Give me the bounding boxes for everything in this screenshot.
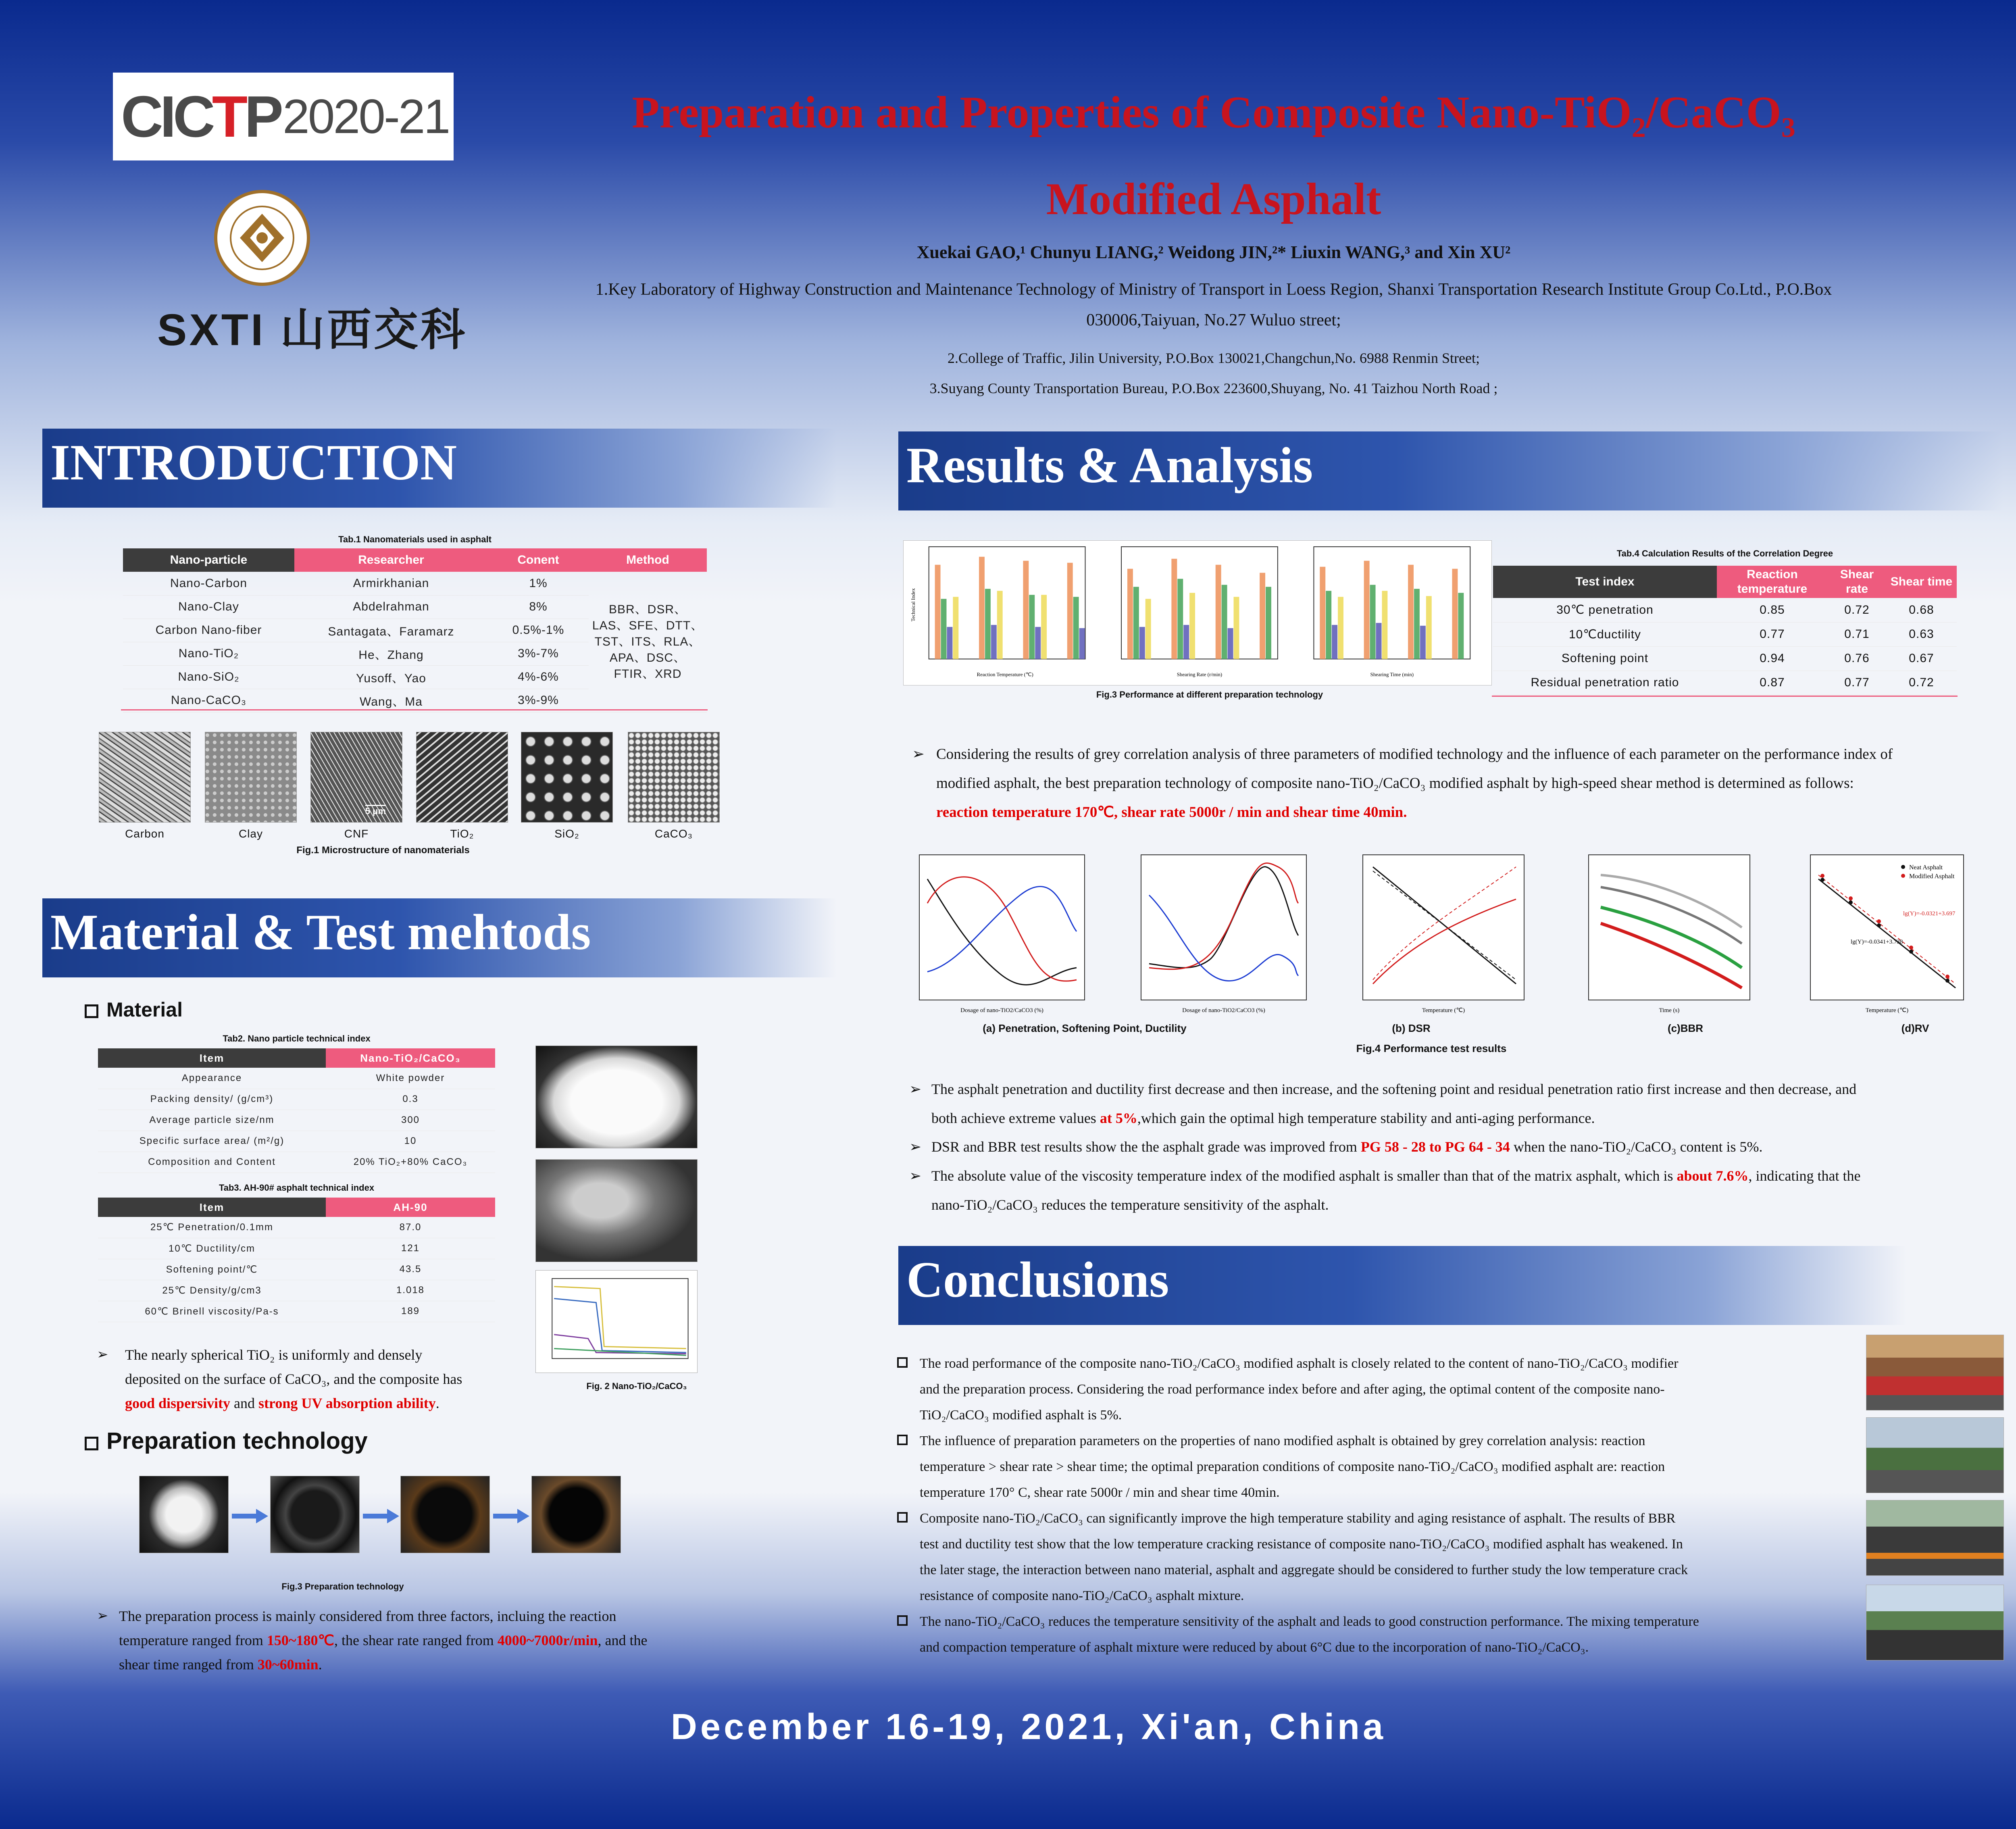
table-row: 10℃ Ductility/cm 121 xyxy=(98,1238,495,1259)
svg-text:Time (s): Time (s) xyxy=(1659,1007,1680,1014)
authors: Xuekai GAO,¹ Chunyu LIANG,² Weidong JIN,²* Liuxin WANG,³ and Xin XU² xyxy=(916,242,1511,262)
table-header-row: Item AH-90 xyxy=(98,1198,495,1217)
table-row: 60℃ Brinell viscosity/Pa-s 189 xyxy=(98,1301,495,1322)
arrow-bullet-icon: ➢ xyxy=(97,1347,108,1362)
fig1-label: TiO₂ xyxy=(450,827,474,840)
tab3-asphalt-index xyxy=(98,1198,495,1322)
sem-image-carbon xyxy=(99,732,191,823)
table-header: Method xyxy=(589,548,707,572)
cictp-logo-year: 2020-21 xyxy=(283,90,449,144)
table-header: Conent xyxy=(488,548,589,572)
fig4-caption: Fig.4 Performance test results xyxy=(1356,1042,1507,1054)
arrow-bullet-icon: ➢ xyxy=(909,1168,922,1184)
fig4-label-c: (c)BBR xyxy=(1667,1022,1704,1034)
checkbox-icon xyxy=(897,1615,908,1626)
sem-image-caco3 xyxy=(628,732,720,823)
sem-image-tio2 xyxy=(416,732,508,823)
arrow-right-icon xyxy=(363,1508,399,1524)
table-header-row xyxy=(123,548,707,572)
tab2-caption: Tab2. Nano particle technical index xyxy=(223,1033,371,1044)
table-row: Average particle size/nm 300 xyxy=(98,1110,495,1131)
table-header-row: Item Nano-TiO₂/CaCO₃ xyxy=(98,1048,495,1068)
svg-text:Dosage of nano-TiO2/CaCO3 (%): Dosage of nano-TiO2/CaCO3 (%) xyxy=(1182,1007,1265,1014)
fig4-performance-tests xyxy=(903,851,1972,1040)
prep-step4-photo xyxy=(531,1476,621,1553)
tab1-bottom-rule xyxy=(121,709,708,710)
results-paragraph-3: ➢ DSR and BBR test results show the the asphalt grade was improved from PG 58 - 28 to PG 64 - 34 when the nano-TiO₂/CaCO₃ content is 5%. xyxy=(909,1132,1974,1161)
cictp-logo-letters: CICTP xyxy=(121,83,281,149)
table-header-row: Test index Reaction temperature Shear rate Shear time xyxy=(1493,566,1957,598)
table-row: Nano-Clay Abdelrahman 8% xyxy=(123,595,707,619)
checkbox-icon xyxy=(897,1357,908,1368)
chart-dsr xyxy=(1363,855,1524,1014)
fig4-label-d: (d)RV xyxy=(1901,1022,1929,1034)
uv-absorption-chart xyxy=(535,1270,698,1373)
construction-photo-3 xyxy=(1866,1500,2004,1576)
arrow-bullet-icon: ➢ xyxy=(909,1139,922,1155)
section-introduction: INTRODUCTION xyxy=(42,429,837,508)
table-header: Researcher xyxy=(294,548,488,572)
table-row: Nano-CaCO₃ Wang、Ma 3%-9% xyxy=(123,689,707,712)
method-cell: BBR、DSR、LAS、SFE、DTT、TST、ITS、RLA、APA、DSC、FTIR、XRD xyxy=(589,572,707,712)
table-row: Residual penetration ratio 0.87 0.77 0.72 xyxy=(1493,671,1957,695)
chart-penetration xyxy=(919,855,1085,1014)
affiliation-3: 3.Suyang County Transportation Bureau, P.O.Box 223600,Shuyang, No. 41 Taizhou North Road ; xyxy=(929,380,1498,396)
prep-step3-photo xyxy=(400,1476,490,1553)
construction-photo-1 xyxy=(1866,1335,2004,1410)
rv-equation-2: lg(Y)=-0.0341+3.738 xyxy=(1851,939,1903,945)
results-paragraph-2: ➢ The asphalt penetration and ductility first decrease and then increase, and the softening point and residual penetration ratio first increase and then decrease, and both achieve extreme values at 5%,which gain the optimal high temperature stability and anti-aging performance. xyxy=(909,1075,1974,1133)
nano-powder-photo xyxy=(535,1046,698,1148)
checkbox-icon xyxy=(85,1437,98,1450)
table-row: Appearance White powder xyxy=(98,1068,495,1089)
tab1-nanomaterials xyxy=(123,548,707,712)
table-row: Composition and Content 20% TiO₂+80% CaCO₃ xyxy=(98,1152,495,1173)
arrow-right-icon xyxy=(493,1508,529,1524)
material-bullet: ➢ The nearly spherical TiO₂ is uniformly and densely deposited on the surface of CaCO₃, and the composite has good dispersivity and strong UV absorption ability. xyxy=(97,1343,520,1415)
section-conclusions: Conclusions xyxy=(898,1246,1906,1325)
fig1-label: SiO₂ xyxy=(554,827,579,840)
rv-equation-1: lg(Y)=-0.0321+3.697 xyxy=(1903,910,1956,917)
section-material-methods: Material & Test mehtods xyxy=(42,898,837,977)
fig1-label: CaCO₃ xyxy=(654,827,693,840)
chart-panel-2 xyxy=(1121,547,1278,677)
svg-text:Shearing Time (min): Shearing Time (min) xyxy=(1370,671,1414,678)
fig4-label-b: (b) DSR xyxy=(1392,1022,1431,1034)
arrow-right-icon xyxy=(232,1508,268,1524)
table-row: 25℃ Penetration/0.1mm 87.0 xyxy=(98,1217,495,1238)
conference-date: December 16-19, 2021, Xi'an, China xyxy=(671,1707,1387,1747)
legend-neat: Neat Asphalt xyxy=(1909,864,1943,871)
sem-image-clay xyxy=(205,732,297,823)
poster-title-line2: Modified Asphalt xyxy=(1046,174,1381,224)
chart-rv xyxy=(1810,855,1964,1014)
tab2-nano-particle-index xyxy=(98,1048,495,1173)
arrow-bullet-icon: ➢ xyxy=(97,1608,108,1623)
table-row: Softening point/℃ 43.5 xyxy=(98,1259,495,1280)
table-row: Packing density/ (g/cm³) 0.3 xyxy=(98,1089,495,1110)
fig1-caption: Fig.1 Microstructure of nanomaterials xyxy=(296,845,470,856)
prep-step2-photo xyxy=(270,1476,360,1553)
tab4-correlation xyxy=(1493,566,1957,695)
affiliation-2: 2.College of Traffic, Jilin University, P.O.Box 130021,Changchun,No. 6988 Renmin Street; xyxy=(948,350,1480,366)
chart-panel-1 xyxy=(929,547,1085,677)
svg-text:Dosage of nano-TiO2/CaCO3 (%): Dosage of nano-TiO2/CaCO3 (%) xyxy=(960,1007,1043,1014)
sxti-emblem-icon xyxy=(214,190,310,286)
arrow-bullet-icon: ➢ xyxy=(909,1081,922,1097)
tab1-caption: Tab.1 Nanomaterials used in asphalt xyxy=(338,534,492,544)
construction-photo-4 xyxy=(1866,1585,2004,1660)
tab3-caption: Tab3. AH-90# asphalt technical index xyxy=(219,1183,375,1193)
fig1-label: CNF xyxy=(344,827,369,840)
cictp-logo xyxy=(113,73,454,160)
table-row: Specific surface area/ (m²/g) 10 xyxy=(98,1131,495,1152)
sem-image-cnf xyxy=(310,732,402,823)
chart-bbr xyxy=(1589,855,1750,1014)
fig4-label-a: (a) Penetration, Softening Point, Ductility xyxy=(983,1022,1187,1034)
prep-bullet: ➢ The preparation process is mainly considered from three factors, incluing the reaction temperature ranged from 150~180℃, the shear rate ranged from 4000~7000r/min, and the shear time ranged from 30~60min. xyxy=(97,1604,742,1677)
table-row: 10℃ductility 0.77 0.71 0.63 xyxy=(1493,622,1957,646)
svg-text:Reaction Temperature (℃): Reaction Temperature (℃) xyxy=(977,671,1033,678)
checkbox-icon xyxy=(897,1512,908,1523)
affiliation-1: 1.Key Laboratory of Highway Construction and Maintenance Technology of Ministry of Transport in Loess Region, Shanxi Transportation Research Institute Group Co.Ltd., P.O.Box 030006,Taiyuan, No.27 Wuluo street; xyxy=(595,280,1832,329)
fig2-caption: Fig. 2 Nano-TiO₂/CaCO₃ xyxy=(586,1381,687,1391)
construction-photo-2 xyxy=(1866,1417,2004,1493)
prep-step1-photo xyxy=(139,1476,229,1553)
table-row: Nano-Carbon Armirkhanian 1% BBR、DSR、LAS、SFE、DTT、TST、ITS、RLA、APA、DSC、FTIR、XRD xyxy=(123,572,707,595)
svg-text:Temperature (℃): Temperature (℃) xyxy=(1865,1007,1909,1014)
nano-sem-photo xyxy=(535,1159,698,1262)
chart-panel-3 xyxy=(1314,547,1470,677)
table-row: 30℃ penetration 0.85 0.72 0.68 xyxy=(1493,598,1957,622)
section-results: Results & Analysis xyxy=(898,431,2003,510)
table-row: Softening point 0.94 0.76 0.67 xyxy=(1493,646,1957,671)
material-subhead: Material xyxy=(85,998,183,1021)
chart-ductility xyxy=(1141,855,1306,1014)
preparation-subhead: Preparation technology xyxy=(85,1427,368,1454)
conclusion-4: The nano-TiO₂/CaCO₃ reduces the temperature sensitivity of the asphalt and leads to good construction performance. The mixing temperature and compaction temperature of asphalt mixture were reduced by about 6°C due to the incorporation of nano-TiO₂/CaCO₃. xyxy=(897,1609,1853,1660)
results-paragraph-1: ➢ Considering the results of grey correlation analysis of three parameters of modified technology and the influence of each parameter on the performance index of modified asphalt, the best preparation technology of composite nano-TiO₂/CaCO₃ modified asphalt by high-speed shear method is determined as follows: reaction temperature 170℃, shear rate 5000r / min and shear time 40min. xyxy=(912,740,1960,827)
fig1-label: Carbon xyxy=(125,827,165,840)
table-row: Nano-SiO₂ Yusoff、Yao 4%-6% xyxy=(123,665,707,689)
svg-text:Temperature (℃): Temperature (℃) xyxy=(1422,1007,1465,1014)
legend-modified: Modified Asphalt xyxy=(1909,873,1955,880)
fig3-performance-charts xyxy=(903,540,1492,685)
sem-image-sio2 xyxy=(521,732,613,823)
arrow-bullet-icon: ➢ xyxy=(912,746,925,762)
conclusion-1: The road performance of the composite nano-TiO₂/CaCO₃ modified asphalt is closely related to the content of nano-TiO₂/CaCO₃ modifier and the preparation process. Considering the road performance index before and after aging, the optimal content of the composite nano- TiO₂/CaCO₃ modified asphalt is 5%. xyxy=(897,1351,1853,1428)
table-row: Nano-TiO₂ He、Zhang 3%-7% xyxy=(123,642,707,665)
conclusion-3: Composite nano-TiO₂/CaCO₃ can significantly improve the high temperature stability and aging resistance of asphalt. The results of BBR test and ductility test show that the low temperature cracking resistance of composite nano-TiO₂/CaCO₃ modified asphalt has weakened. In the later stage, the interaction between nano material, asphalt and aggregate should be considered to further study the low temperature crack resistance of composite nano-TiO₂/CaCO₃ asphalt mixture. xyxy=(897,1506,1853,1609)
tab4-caption: Tab.4 Calculation Results of the Correlation Degree xyxy=(1616,548,1833,558)
table-header: Nano-particle xyxy=(123,548,294,572)
poster-title-line1: Preparation and Properties of Composite Nano-TiO$_2$/CaCO$_3$ xyxy=(632,87,1795,144)
checkbox-icon xyxy=(897,1435,908,1445)
fig3-caption: Fig.3 Performance at different preparation technology xyxy=(1096,690,1323,700)
table-row: Carbon Nano-fiber Santagata、Faramarz 0.5%-1% xyxy=(123,619,707,642)
fig3-prep-caption: Fig.3 Preparation technology xyxy=(281,1581,404,1592)
results-paragraph-4: ➢ The absolute value of the viscosity temperature index of the modified asphalt is smaller than that of the matrix asphalt, which is about 7.6%, indicating that the nano-TiO₂/CaCO₃ reduces the temperature sensitivity of the asphalt. xyxy=(909,1161,1974,1219)
fig1-label: Clay xyxy=(238,827,263,840)
checkbox-icon xyxy=(85,1004,98,1018)
scale-bar: 5 μm xyxy=(365,805,386,817)
sxti-logo-text: SXTI 山西交科 xyxy=(157,305,468,355)
conclusion-2: The influence of preparation parameters on the properties of nano modified asphalt is obtained by grey correlation analysis: reaction temperature > shear rate > shear time; the optimal preparation conditions of composite nano-TiO₂/CaCO₃ modified asphalt are: reaction temperature 170° C, shear rate 5000r / min and shear time 40min. xyxy=(897,1428,1853,1506)
table-row: 25℃ Density/g/cm3 1.018 xyxy=(98,1280,495,1301)
tab4-bottom-rule xyxy=(1492,696,1958,697)
svg-text:Shearing Rate (r/min): Shearing Rate (r/min) xyxy=(1177,671,1223,678)
fig3-ylabel: Technical Index xyxy=(910,588,916,622)
